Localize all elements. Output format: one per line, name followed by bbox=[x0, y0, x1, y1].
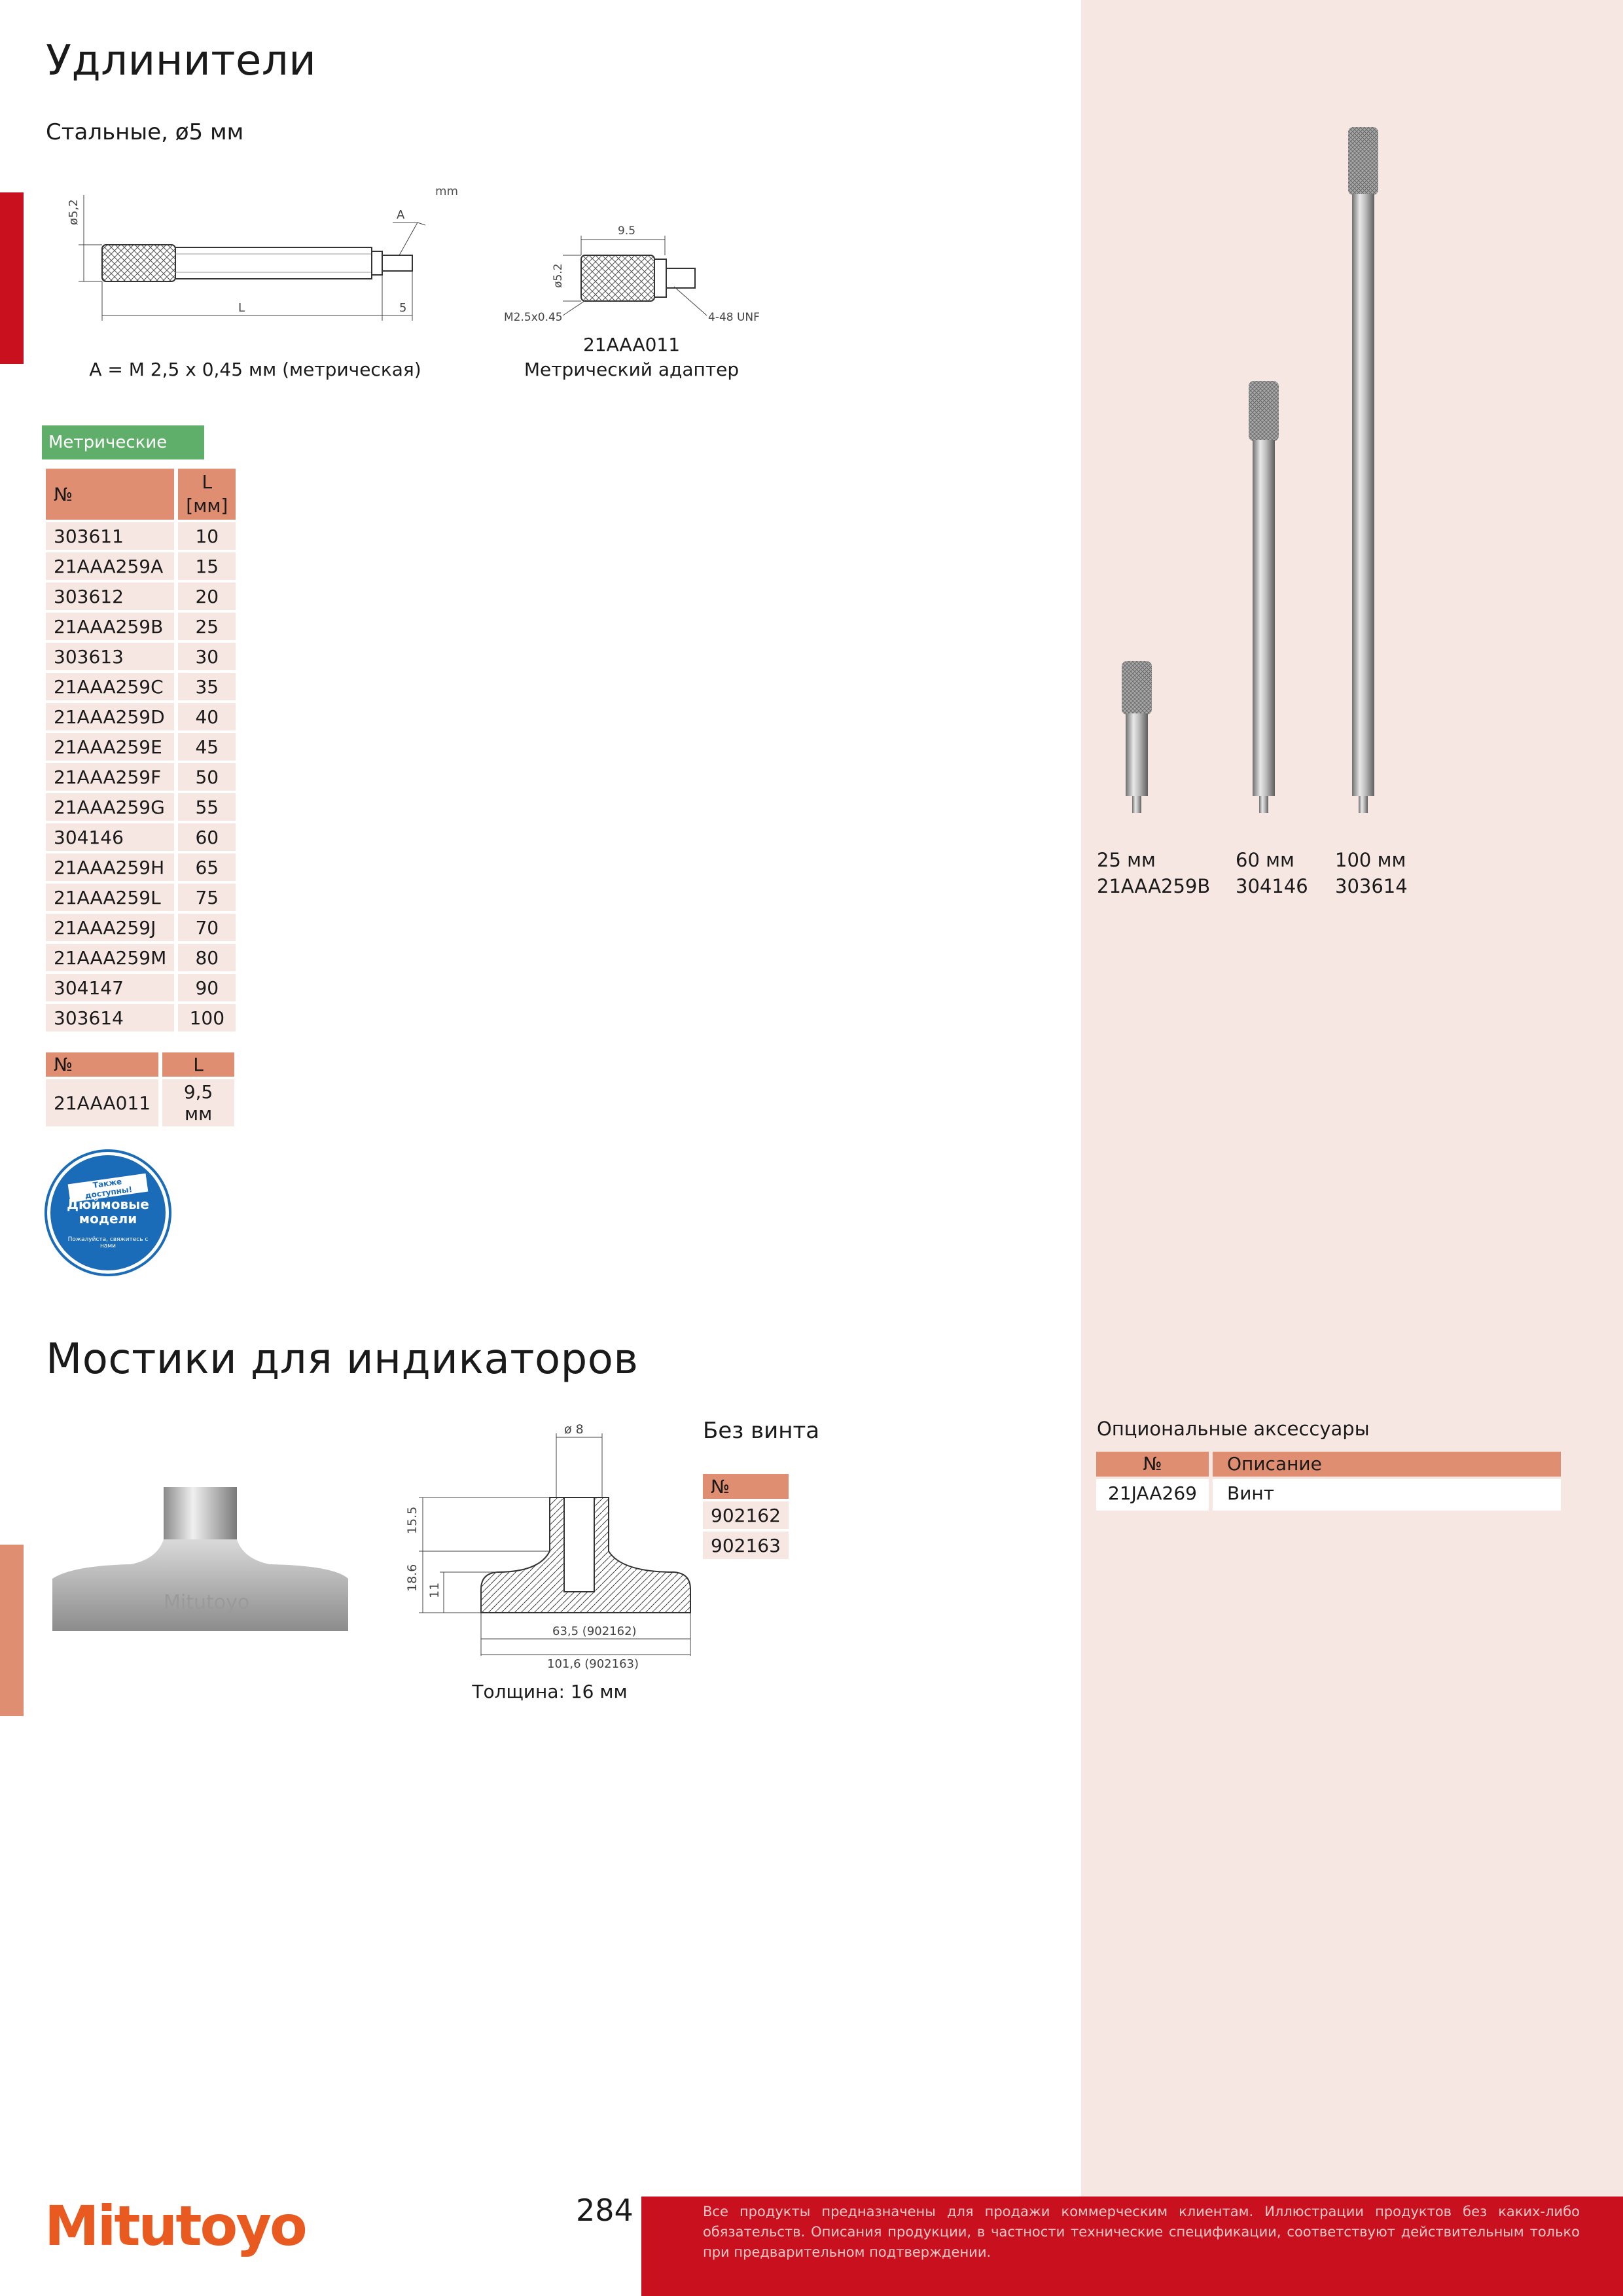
bridges-col-no: № bbox=[703, 1474, 789, 1499]
metric-tag: Метрические bbox=[42, 425, 204, 459]
col-length-label: L bbox=[202, 471, 213, 493]
tip-dim: 5 bbox=[399, 301, 407, 315]
bridge-width-dim-large: 101,6 (902163) bbox=[547, 1657, 639, 1671]
rod-25mm bbox=[1122, 661, 1152, 813]
optional-table-header bbox=[1096, 1452, 1561, 1477]
table-row bbox=[46, 613, 236, 640]
adapter-caption: Метрический адаптер bbox=[524, 359, 740, 380]
row-part-number: 304147 bbox=[46, 974, 174, 1001]
rod-100mm bbox=[1348, 127, 1378, 813]
row-length: 20 bbox=[178, 583, 236, 610]
row-part-number: 303611 bbox=[46, 522, 174, 550]
row-part-number: 21AAA259B bbox=[46, 613, 174, 640]
extensions-table bbox=[42, 466, 240, 1034]
adapter-length-dim: 9.5 bbox=[618, 224, 636, 238]
product-code: 21AAA259B bbox=[1097, 875, 1211, 897]
table-row bbox=[46, 733, 236, 761]
table-row bbox=[46, 643, 236, 670]
row-part-number: 303613 bbox=[46, 643, 174, 670]
row-length: 45 bbox=[178, 733, 236, 761]
thread-dim: A bbox=[397, 208, 405, 222]
optional-col-desc: Описание bbox=[1213, 1452, 1561, 1477]
badge-bottom-text: Пожалуйста, свяжитесь с нами bbox=[67, 1236, 149, 1249]
footer-disclaimer: Все продукты предназначены для продажи коммерческим клиентам. Иллюстрации продуктов без каких-либо обязательств. Описания продукции, в частности технические спецификации, соответствуют действительным только при предварительном подтверждении. bbox=[703, 2204, 1580, 2260]
col-header-no: № bbox=[46, 469, 174, 520]
bridge-row-no: 902162 bbox=[703, 1501, 789, 1529]
mitutoyo-logo: Mitutoyo bbox=[45, 2194, 306, 2258]
table-row bbox=[46, 914, 236, 941]
product-length: 100 мм bbox=[1335, 849, 1406, 871]
adapter-col-length: L bbox=[162, 1052, 234, 1077]
row-length: 55 bbox=[178, 793, 236, 821]
table-row bbox=[703, 1532, 789, 1559]
row-length: 60 bbox=[178, 823, 236, 851]
table-row bbox=[46, 793, 236, 821]
no-screw-title: Без винта bbox=[703, 1418, 820, 1444]
bridge-engraving: Mitutoyo bbox=[164, 1591, 250, 1614]
extension-drawing bbox=[59, 182, 465, 332]
row-part-number: 21AAA259G bbox=[46, 793, 174, 821]
adapter-row-length: 9,5 мм bbox=[162, 1079, 234, 1126]
row-length: 15 bbox=[178, 552, 236, 580]
optional-row-desc: Винт bbox=[1213, 1479, 1561, 1511]
row-part-number: 21AAA259M bbox=[46, 944, 174, 971]
adapter-thread-left: M2.5x0.45 bbox=[504, 311, 563, 324]
col-length-unit: [мм] bbox=[186, 495, 228, 516]
diameter-dim: ø5,2 bbox=[67, 199, 80, 225]
row-part-number: 21AAA259E bbox=[46, 733, 174, 761]
table-row bbox=[46, 522, 236, 550]
row-part-number: 21AAA259A bbox=[46, 552, 174, 580]
table-row bbox=[46, 944, 236, 971]
page-number: 284 bbox=[576, 2193, 633, 2228]
adapter-drawing bbox=[497, 216, 772, 334]
extension-caption: A = M 2,5 x 0,45 мм (метрическая) bbox=[89, 359, 421, 380]
row-part-number: 303614 bbox=[46, 1004, 174, 1031]
bridge-height-dim-155: 15.5 bbox=[405, 1506, 419, 1534]
rod-60mm bbox=[1249, 381, 1279, 813]
bridge-bore-dim: ø 8 bbox=[564, 1422, 584, 1437]
table-row bbox=[46, 763, 236, 791]
row-length: 70 bbox=[178, 914, 236, 941]
table-row bbox=[46, 552, 236, 580]
product-length: 60 мм bbox=[1236, 849, 1294, 871]
row-length: 90 bbox=[178, 974, 236, 1001]
col-header-length bbox=[178, 469, 236, 520]
row-part-number: 303612 bbox=[46, 583, 174, 610]
bridge-thickness-caption: Толщина: 16 мм bbox=[472, 1681, 628, 1702]
bridge-height-dim-186: 18.6 bbox=[405, 1564, 419, 1592]
row-part-number: 304146 bbox=[46, 823, 174, 851]
row-length: 50 bbox=[178, 763, 236, 791]
table-row bbox=[46, 974, 236, 1001]
row-part-number: 21AAA259D bbox=[46, 703, 174, 730]
section-title-extensions: Удлинители bbox=[46, 37, 317, 85]
row-length: 40 bbox=[178, 703, 236, 730]
row-length: 65 bbox=[178, 853, 236, 881]
row-length: 35 bbox=[178, 673, 236, 700]
row-part-number: 21AAA259L bbox=[46, 884, 174, 911]
bridge-height-dim-11: 11 bbox=[427, 1582, 442, 1598]
bridges-table bbox=[699, 1471, 793, 1562]
row-length: 100 bbox=[178, 1004, 236, 1031]
product-label-60mm bbox=[1236, 847, 1308, 899]
product-code: 303614 bbox=[1335, 875, 1408, 897]
adapter-code: 21AAA011 bbox=[582, 334, 681, 355]
section-marker-red bbox=[0, 192, 24, 364]
optional-col-no: № bbox=[1096, 1452, 1209, 1477]
row-length: 10 bbox=[178, 522, 236, 550]
section-title-bridges: Мостики для индикаторов bbox=[46, 1335, 639, 1384]
table-row bbox=[46, 1004, 236, 1031]
optional-accessories-title: Опциональные аксессуары bbox=[1097, 1418, 1370, 1440]
length-dim: L bbox=[238, 301, 245, 315]
table-row bbox=[46, 673, 236, 700]
product-label-25mm bbox=[1097, 847, 1210, 899]
product-label-100mm bbox=[1335, 847, 1408, 899]
section-marker-salmon bbox=[0, 1545, 24, 1716]
bridge-photo bbox=[46, 1487, 353, 1635]
badge-main-text: Дюймовые модели bbox=[67, 1196, 149, 1227]
table-row bbox=[46, 884, 236, 911]
product-length: 25 мм bbox=[1097, 849, 1156, 871]
row-length: 75 bbox=[178, 884, 236, 911]
bridge-drawing bbox=[393, 1420, 700, 1673]
row-part-number: 21AAA259J bbox=[46, 914, 174, 941]
badge-top-text: Также доступны! bbox=[68, 1174, 149, 1202]
table-row bbox=[46, 853, 236, 881]
extension-rods-photo bbox=[1099, 118, 1427, 825]
table-row bbox=[1096, 1479, 1561, 1511]
bridge-width-dim-small: 63,5 (902162) bbox=[552, 1624, 637, 1638]
table-row bbox=[46, 583, 236, 610]
table-row bbox=[46, 1079, 234, 1126]
row-part-number: 21AAA259C bbox=[46, 673, 174, 700]
inch-models-badge[interactable] bbox=[47, 1152, 169, 1274]
adapter-thread-right: 4-48 UNF bbox=[708, 311, 760, 324]
table-row bbox=[703, 1501, 789, 1529]
row-length: 25 bbox=[178, 613, 236, 640]
adapter-table bbox=[42, 1050, 238, 1129]
optional-row-no: 21JAA269 bbox=[1096, 1479, 1209, 1511]
adapter-col-no: № bbox=[46, 1052, 158, 1077]
row-length: 30 bbox=[178, 643, 236, 670]
product-code: 304146 bbox=[1236, 875, 1308, 897]
table-row bbox=[46, 703, 236, 730]
table-row bbox=[46, 823, 236, 851]
adapter-row-no: 21AAA011 bbox=[46, 1079, 158, 1126]
section-subtitle: Стальные, ø5 мм bbox=[46, 119, 244, 145]
unit-label: mm bbox=[435, 185, 459, 198]
row-part-number: 21AAA259F bbox=[46, 763, 174, 791]
bridge-row-no: 902163 bbox=[703, 1532, 789, 1559]
row-part-number: 21AAA259H bbox=[46, 853, 174, 881]
row-length: 80 bbox=[178, 944, 236, 971]
adapter-diameter-dim: ø5.2 bbox=[552, 263, 565, 288]
optional-accessories-table bbox=[1096, 1452, 1561, 1511]
